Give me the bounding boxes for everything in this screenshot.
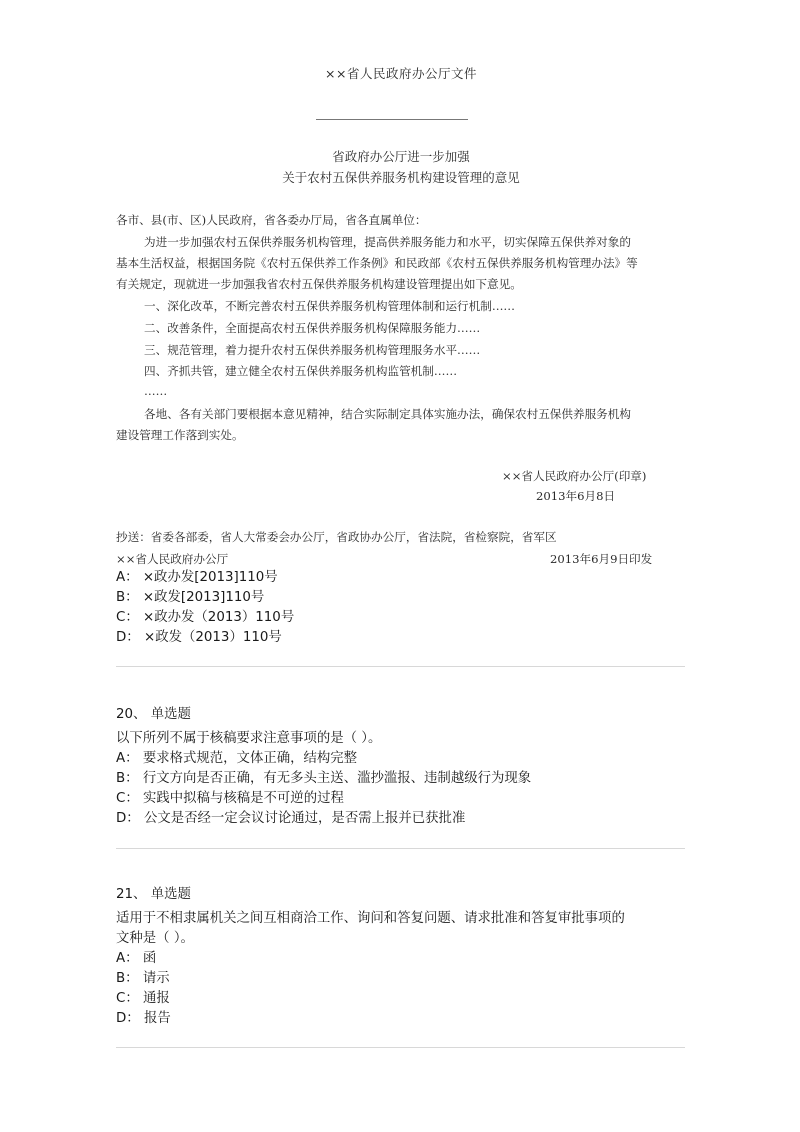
question-number: 20、	[116, 707, 147, 722]
document-issuer: ××省人民政府办公厅	[116, 552, 229, 566]
option-letter: B：	[116, 971, 139, 986]
question-divider	[116, 666, 685, 667]
document-salutation: 各市、县(市、区)人民政府，省各委办厅局，省各直属单位：	[116, 213, 427, 227]
document-sign-date: 2013年6月8日	[536, 489, 616, 503]
option-text: ×政发（2013）110号	[143, 630, 282, 645]
option-text: 行文方向是否正确，有无多头主送、滥抄滥报、违制越级行为现象	[142, 771, 532, 786]
document-ellipsis: ……	[144, 384, 168, 398]
option-text: 报告	[143, 1011, 171, 1026]
question-header	[116, 886, 191, 904]
option-letter: B：	[116, 771, 139, 786]
document-body-line: 为进一步加强农村五保供养服务机构管理，提高供养服务能力和水平，切实保障五保供养对象的	[144, 235, 631, 249]
document-item: 四、齐抓共管，建立健全农村五保供养服务机构监管机制……	[144, 364, 458, 378]
option-letter: A：	[116, 751, 139, 766]
option-b[interactable]	[116, 770, 531, 788]
document-closing-line2: 建设管理工作落到实处。	[116, 428, 244, 442]
option-a[interactable]	[116, 750, 357, 768]
option-c[interactable]	[116, 609, 294, 627]
option-a[interactable]	[116, 569, 278, 587]
option-text: ×政办发[2013]110号	[142, 570, 278, 585]
option-text: ×政办发（2013）110号	[143, 610, 295, 625]
question-header	[116, 706, 191, 724]
question-type: 单选题	[150, 707, 191, 722]
document-item: 二、改善条件，全面提高农村五保供养服务机构保障服务能力……	[144, 321, 481, 335]
option-b[interactable]	[116, 970, 170, 988]
option-c[interactable]	[116, 990, 170, 1008]
option-text: 实践中拟稿与核稿是不可逆的过程	[143, 791, 344, 806]
option-letter: A：	[116, 951, 139, 966]
header-rule	[316, 119, 468, 120]
document-title-line2: 关于农村五保供养服务机构建设管理的意见	[282, 170, 520, 185]
option-text: ×政发[2013]110号	[142, 590, 265, 605]
option-a[interactable]	[116, 950, 156, 968]
document-body-line: 基本生活权益，根据国务院《农村五保供养工作条例》和民政部《农村五保供养服务机构管理办法》等	[116, 256, 638, 270]
document-signature: ××省人民政府办公厅(印章)	[502, 469, 647, 483]
option-text: 函	[142, 951, 157, 966]
option-text: 请示	[142, 971, 170, 986]
option-d[interactable]	[116, 1010, 171, 1028]
option-text: 公文是否经一定会议讨论通过，是否需上报并已获批准	[143, 811, 466, 826]
question-number: 21、	[116, 887, 147, 902]
option-letter: A：	[116, 570, 139, 585]
document-item: 一、深化改革，不断完善农村五保供养服务机构管理体制和运行机制……	[144, 299, 516, 313]
option-letter: C：	[116, 610, 139, 625]
question-divider	[116, 1047, 685, 1048]
document-item: 三、规范管理，着力提升农村五保供养服务机构管理服务水平……	[144, 343, 481, 357]
option-letter: C：	[116, 991, 139, 1006]
question-text-line1: 适用于不相隶属机关之间互相商洽工作、询问和答复问题、请求批准和答复审批事项的	[116, 911, 625, 926]
question-text: 以下所列不属于核稿要求注意事项的是（ ）。	[116, 731, 382, 746]
option-text: 通报	[143, 991, 170, 1006]
option-letter: D：	[116, 630, 140, 645]
question-type: 单选题	[150, 887, 191, 902]
option-c[interactable]	[116, 790, 344, 808]
scanned-document	[116, 52, 686, 567]
option-d[interactable]	[116, 629, 282, 647]
option-letter: C：	[116, 791, 139, 806]
option-b[interactable]	[116, 589, 264, 607]
option-letter: D：	[116, 1011, 140, 1026]
document-title-line1: 省政府办公厅进一步加强	[332, 149, 470, 164]
document-closing-line1: 各地、各有关部门要根据本意见精神，结合实际制定具体实施办法，确保农村五保供养服务机构	[144, 407, 631, 421]
document-cc-line: 抄送：省委各部委，省人大常委会办公厅，省政协办公厅，省法院，省检察院，省军区	[116, 530, 557, 544]
document-header: ××省人民政府办公厅文件	[325, 66, 477, 81]
option-letter: B：	[116, 590, 139, 605]
option-d[interactable]	[116, 810, 465, 828]
question-text-line2: 文种是（ ）。	[116, 931, 194, 946]
option-text: 要求格式规范，文体正确，结构完整	[142, 751, 358, 766]
question-divider	[116, 848, 685, 849]
document-body-line: 有关规定，现就进一步加强我省农村五保供养服务机构建设管理提出如下意见。	[116, 277, 522, 291]
option-letter: D：	[116, 811, 140, 826]
document-issue-date: 2013年6月9日印发	[550, 552, 653, 566]
